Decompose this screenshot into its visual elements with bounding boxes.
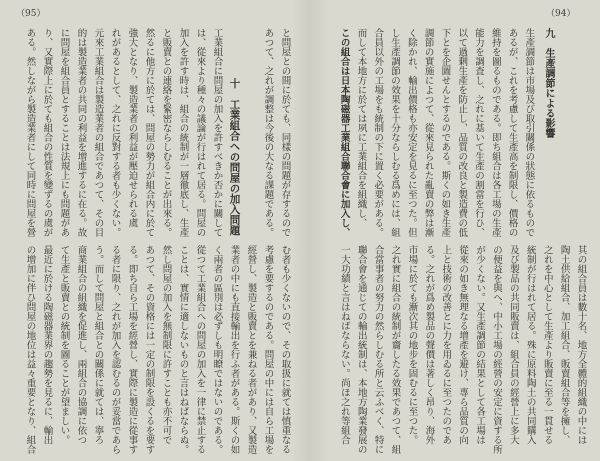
text-column: く兩者の區別は必ずしも明瞭ではないのである。 — [211, 245, 223, 454]
text-column: む者も少くないので、その取扱に就ては慎重なる — [279, 245, 291, 454]
text-column: の增加に伴ひ問屋の地位は益々重要となり、組合 — [24, 245, 36, 454]
text-column: 維持を圖るものである。即ち組合は各工場の生產 — [489, 28, 501, 237]
text-column: 加入を許す時は、組合の統制が一層徹底し、生產 — [177, 28, 189, 237]
text-column: る者に限り、之れが加入を認むるのが妥當であら — [109, 245, 121, 454]
text-column: 陶土供給組合、加工組合、販賣組合等を擁し、 — [558, 245, 570, 445]
text-column: 工業組合に問屋の加入を許すべきか否かに關して — [211, 28, 223, 237]
text-column: 考慮を要するのである。問屋の中には自ら工場を — [262, 245, 274, 454]
section-heading: 十 工業組合への問屋の加入問題 — [228, 78, 241, 236]
text-column: 商業組合の組織を促進し、兩組合の協調に依つ — [75, 245, 87, 445]
text-column: ことは、實情に適しないものと言はねばならぬ。 — [177, 245, 189, 454]
text-column: 而して本地方に於ては夙に工業組合を組織し、 — [355, 28, 367, 228]
text-column: 以て過剰生產を防止し、品質の改良と製造費の低 — [456, 28, 468, 237]
text-column: 業者の中にも直接輸出を行ふ者がある。斯くの如 — [228, 245, 240, 454]
text-column: 強大となり、製造業者の利益が壓迫せられる虞 — [126, 28, 138, 228]
blank-column — [243, 28, 260, 238]
text-column: 的は製造業者の共同の利益を增進するに在る。故 — [75, 28, 87, 237]
upper-tier — [335, 28, 537, 238]
text-column: 從つて工業組合への問屋の加入を一律に禁止する — [194, 245, 206, 454]
text-column: て生產と販賣との統制を圖ることが望ましい。 — [58, 245, 70, 445]
text-column: 調節の實施によつて、從來見られた亂賣の弊は漸 — [422, 28, 434, 237]
text-column: 合員以外の工場をも統制の下に置く必要がある。 — [372, 28, 384, 237]
text-column: 其の組合員は數十名、地方全體的組織の中には — [575, 245, 587, 445]
section-heading: 九 生產調節による影響 — [543, 28, 554, 138]
right-page — [300, 0, 600, 461]
text-column: と問屋との間に於ても、同樣の問題が存するので — [279, 28, 291, 237]
lower-tier — [335, 245, 589, 455]
text-column: る。即ち自ら工場を經營し、實際に製造に從事す — [126, 245, 138, 454]
text-column: う。而して問屋と組合との關係に就ては、寧ろ — [92, 245, 104, 445]
text-column: に問屋を組合員とすることは法規上にも問題があ — [58, 28, 70, 237]
text-column: あつて、之れが調整は今後の大なる課題である。 — [262, 28, 274, 237]
text-column: 元來工業組合は製造業者の組合であつて、その目 — [92, 28, 104, 237]
text-column: 一大功績と言はねばならない。尚ほ之れ等組合 — [338, 245, 350, 445]
text-column: 然し問屋の加入を無制限に許すことも亦不可で — [160, 245, 172, 445]
page-number: （94） — [546, 9, 576, 19]
text-column: 聯合會を通じての輸出統制は、本地方陶業發展の — [355, 245, 367, 454]
text-column: る。之れが爲め製品の聲價は著しく昂り、海外 — [423, 245, 435, 445]
lower-tier — [22, 245, 294, 455]
text-column: 市場に於ても漸次其の地步を固むるに至つた。 — [406, 245, 418, 445]
text-column: あるが、これを考慮して生產高を制限し、價格の — [506, 28, 518, 237]
text-column: 上と技術の改善とに力を用ゐるに至つたのであ — [440, 245, 452, 445]
text-column: ある。然しながら製造業者にして同時に問屋を營 — [24, 28, 36, 237]
text-column: 從來の如き無理なる增產を避け、專ら品質の向 — [457, 245, 469, 445]
text-column: 經營し、製造と販賣とを兼ねる者があり、又製造 — [245, 245, 257, 454]
text-column: 然るに他方に於ては、問屋の勢力が組合内に於て — [143, 28, 155, 237]
upper-tier — [22, 28, 294, 238]
text-column: り、又實際上に於ても組合の性質を變ずるの虞が — [41, 28, 53, 237]
text-column: 下とを企圖せんとするのである。斯くの如き生產 — [439, 28, 451, 237]
text-column: れがあるとして、之れに反對する者も少くない。 — [109, 28, 121, 237]
text-column: 合當事者の努力の然らしむる所と云ふべく、特に — [372, 245, 384, 454]
text-column: と販賣との連絡を緊密ならしむることが出來る。 — [160, 28, 172, 237]
text-column: 及び製品の共同販賣は、組合員の經營上に多大 — [507, 245, 519, 445]
emphasized-text-column: この組合は日本陶磁器工業組合聯合會に加入し、 — [338, 28, 350, 237]
text-column: く除かれ、輸出價格も亦安定を見るに至つた。但 — [405, 28, 417, 237]
text-column: 統制が行はれて居る。殊に原料陶土の共同購入 — [524, 245, 536, 445]
text-column: 之れを中心として生產より販賣に至る一貫せる — [541, 245, 553, 445]
text-column: は、從來より種々の議論が行はれて居る。問屋の — [194, 28, 206, 237]
text-column: あつて、その資格には一定の制限を設くるを要す — [143, 245, 155, 454]
text-column: 之れ實に組合の統制が齎したる效果であつて、組 — [389, 245, 401, 454]
text-column: 能力を調査し、之れに基いて生產の割當を行ひ、 — [473, 28, 485, 237]
text-column: の便益を與へ、中小工場の經營の安定に資する所 — [490, 245, 502, 454]
text-column: 最近に於ける陶磁器業界の趨勢を見るに、輸出 — [41, 245, 53, 445]
text-column: 生產調節は市場及び取引關係の狀態に依るもので — [523, 28, 535, 237]
page-number: （95） — [16, 9, 46, 19]
text-column: し生產調節の效果を十分ならしむる爲めには、組 — [389, 28, 401, 237]
text-column: が少くない。又生產調節の結果として各工場は — [474, 245, 486, 445]
